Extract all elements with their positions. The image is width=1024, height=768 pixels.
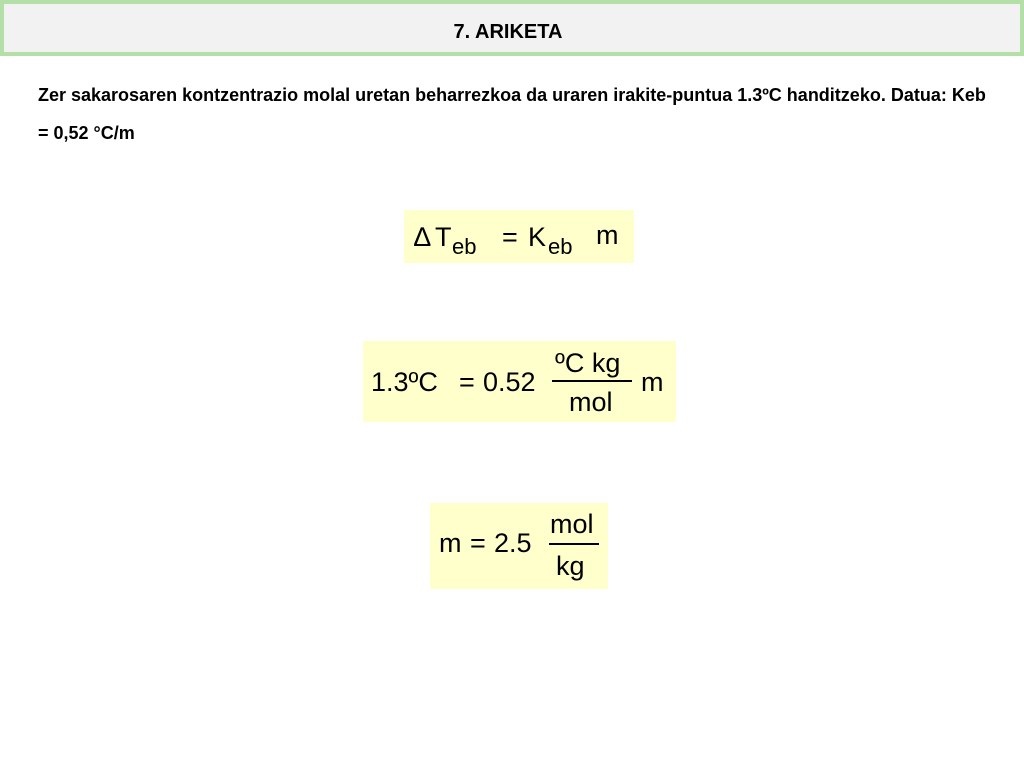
fraction-bar (552, 380, 632, 382)
formula-substitution (363, 341, 676, 422)
molality-symbol: m (596, 220, 619, 250)
constant-subscript: eb (548, 234, 573, 259)
molality-value: 2.5 (494, 528, 532, 558)
fraction-bar (549, 543, 599, 545)
fraction-numerator: ºC kg (555, 348, 621, 378)
delta-symbol: ∆ (414, 222, 431, 252)
fraction-denominator: mol (569, 387, 613, 417)
equals-sign: = (459, 367, 475, 397)
formula-boiling-point-elevation (404, 210, 634, 263)
temperature-symbol: T (435, 222, 452, 252)
molality-symbol: m (439, 528, 462, 558)
molality-symbol: m (641, 367, 664, 397)
formula-result (430, 503, 608, 589)
slide-title: 7. ARIKETA (453, 21, 563, 43)
fraction-denominator: kg (556, 551, 585, 581)
question-text: Zer sakarosaren kontzentrazio molal uretan beharrezkoa da uraren irakite-puntua 1.3ºC handitzeko. Datua: Keb = 0,52 °C/m (38, 85, 986, 143)
fraction-numerator: mol (550, 509, 594, 539)
constant-symbol: K (528, 222, 547, 252)
ebullioscopic-constant-value: 0.52 (483, 367, 536, 397)
equals-sign: = (502, 222, 518, 252)
equals-sign: = (470, 528, 486, 558)
temperature-change-value: 1.3ºC (371, 367, 438, 397)
temperature-subscript: eb (452, 234, 477, 259)
